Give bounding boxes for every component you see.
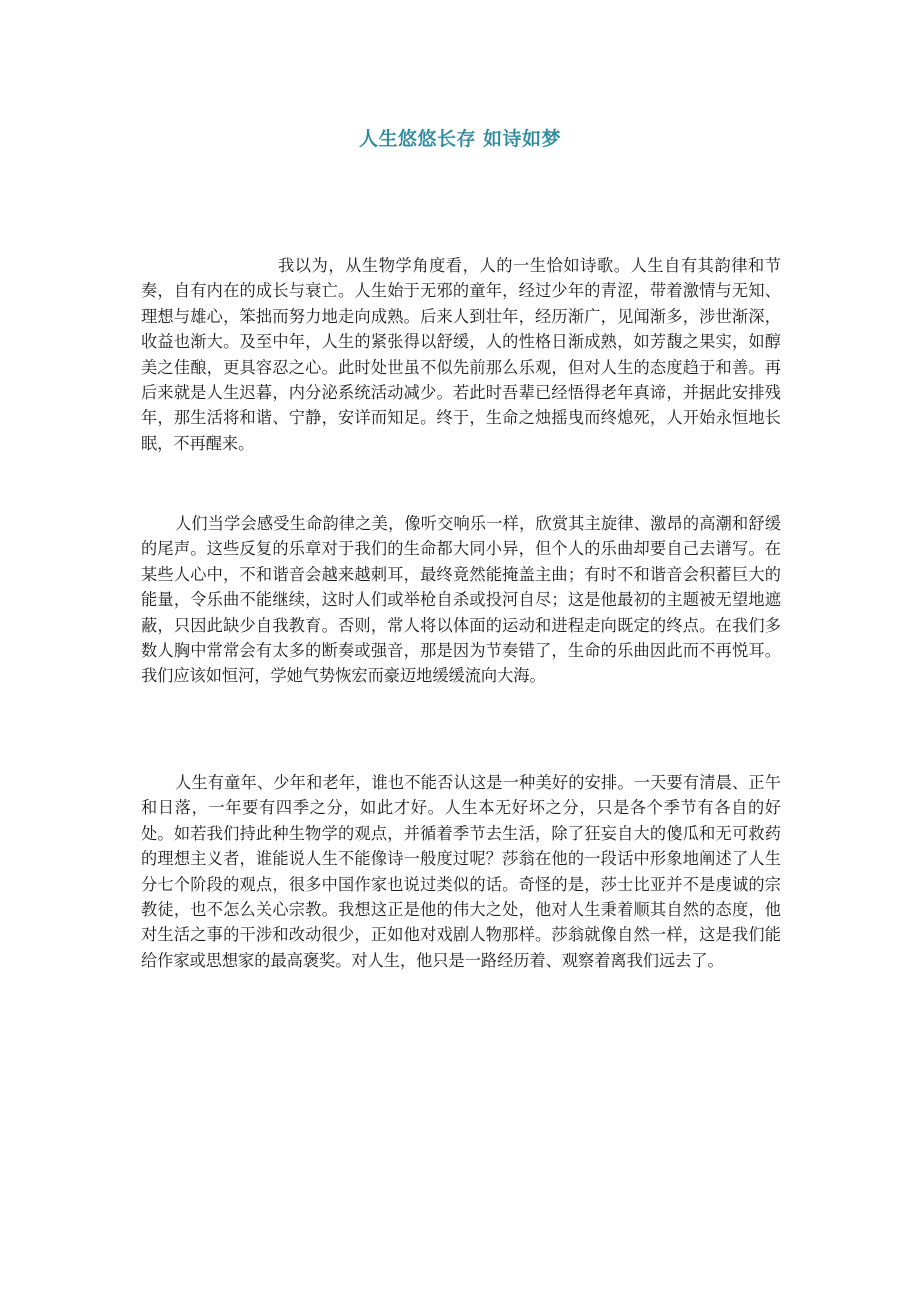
document-title: 人生悠悠长存 如诗如梦 (358, 128, 562, 150)
paragraph-2: 人们当学会感受生命韵律之美，像听交响乐一样，欣赏其主旋律、激昂的高潮和舒缓的尾声。这些反复的乐章对于我们的生命都大同小异，但个人的乐曲却要自己去谱写。在某些人心中，不和谐音会越来越刺耳，最终竟然能掩盖主曲；有时不和谐音会积蓄巨大的能量，令乐曲不能继续，这时人们或举枪自杀或投河自尽；这是他最初的主题被无望地遮蔽，只因此缺少自我教育。否则，常人将以体面的运动和进程走向既定的终点。在我们多数人胸中常常会有太多的断奏或强音，那是因为节奏错了，生命的乐曲因此而不再悦耳。我们应该如恒河，学她气势恢宏而豪迈地缓缓流向大海。 (141, 514, 781, 686)
paragraph-1: 我以为，从生物学角度看，人的一生恰如诗歌。人生自有其韵律和节奏，自有内在的成长与衰亡。人生始于无邪的童年，经过少年的青涩，带着激情与无知、理想与雄心，笨拙而努力地走向成熟。后来人到壮年，经历渐广，见闻渐多，涉世渐深，收益也渐大。及至中年，人生的紧张得以舒缓，人的性格日渐成熟，如芳馥之果实，如醇美之佳酿，更具容忍之心。此时处世虽不似先前那么乐观，但对人生的态度趋于和善。再后来就是人生迟暮，内分泌系统活动减少。若此时吾辈已经悟得老年真谛，并据此安排残年，那生活将和谐、宁静，安详而知足。终于，生命之烛摇曳而终熄死，人开始永恒地长眠，不再醒来。 (141, 256, 781, 453)
paragraph-3: 人生有童年、少年和老年，谁也不能否认这是一种美好的安排。一天要有清晨、正午和日落，一年要有四季之分，如此才好。人生本无好坏之分，只是各个季节有各自的好处。如若我们持此种生物学的观点，并循着季节去生活，除了狂妄自大的傻瓜和无可救药的理想主义者，谁能说人生不能像诗一般度过呢？莎翁在他的一段话中形象地阐述了人生分七个阶段的观点，很多中国作家也说过类似的话。奇怪的是，莎士比亚并不是虔诚的宗教徒，也不怎么关心宗教。我想这正是他的伟大之处，他对人生秉着顺其自然的态度，他对生活之事的干涉和改动很少，正如他对戏剧人物那样。莎翁就像自然一样，这是我们能给作家或思想家的最高褒奖。对人生，他只是一路经历着、观察着离我们远去了。 (141, 773, 781, 970)
